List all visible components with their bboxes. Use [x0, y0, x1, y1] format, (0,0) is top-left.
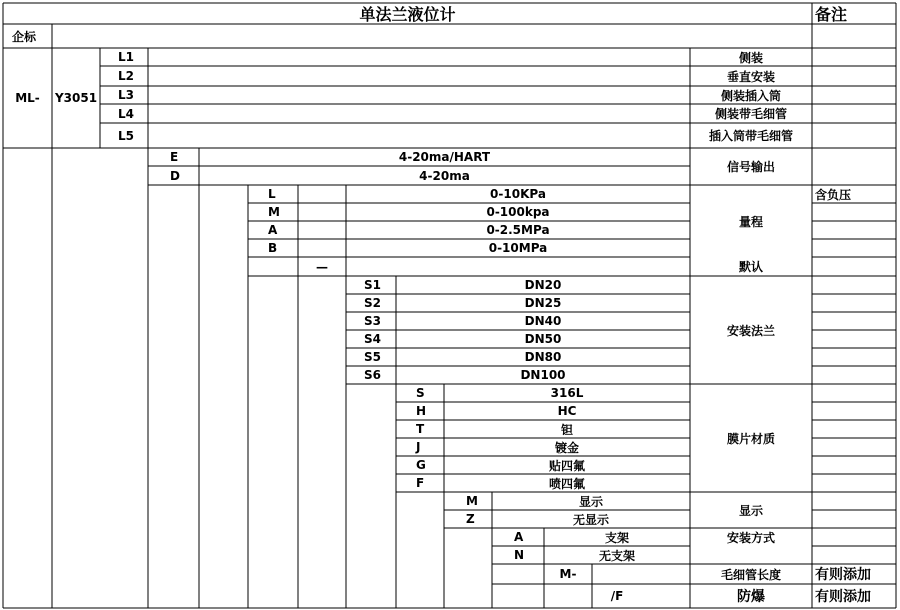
type-desc: 插入筒带毛细管: [708, 129, 793, 143]
explosion-remark: 有则添加: [815, 589, 871, 605]
range-desc: 0-2.5MPa: [486, 223, 550, 237]
range-code: A: [268, 223, 278, 237]
brand-label: 企标: [12, 29, 37, 44]
type-desc: 侧装带毛细管: [714, 107, 787, 121]
mount-category: 安装方式: [726, 530, 775, 545]
type-desc: 垂直安装: [726, 69, 775, 84]
display-desc: 显示: [578, 494, 603, 509]
flange-category: 安装法兰: [726, 323, 775, 338]
model-base: Y3051: [54, 91, 98, 105]
output-desc: 4-20ma/HART: [398, 150, 491, 164]
range-desc: 0-100kpa: [486, 205, 550, 219]
display-code: M: [466, 494, 478, 508]
capillary-code: M-: [559, 567, 577, 581]
range-code: M: [268, 205, 280, 219]
display-category: 显示: [738, 503, 763, 518]
diaphragm-code: F: [416, 476, 425, 490]
output-desc: 4-20ma: [419, 168, 470, 183]
flange-desc: DN25: [524, 296, 562, 310]
diaphragm-desc: 镀金: [554, 440, 579, 455]
explosion-category: 防爆: [737, 589, 765, 605]
mount-code: A: [514, 530, 524, 544]
range-remark: 含负压: [815, 187, 852, 202]
range-default-label: 默认: [738, 260, 763, 274]
flange-code: S4: [364, 332, 381, 346]
model-prefix: ML-: [15, 91, 40, 105]
diaphragm-desc: 喷四氟: [548, 476, 585, 491]
type-code: L4: [118, 106, 134, 121]
flange-desc: DN40: [524, 314, 562, 328]
flange-code: S6: [364, 368, 381, 382]
diaphragm-code: G: [416, 458, 426, 472]
flange-code: S5: [364, 350, 381, 364]
mount-desc: 无支架: [598, 548, 635, 563]
mount-desc: 支架: [604, 530, 629, 545]
diaphragm-code: J: [416, 440, 421, 454]
explosion-code: /F: [610, 589, 624, 603]
range-default-code: —: [316, 259, 328, 274]
range-code: B: [268, 241, 278, 255]
flange-code: S2: [364, 296, 381, 310]
mount-code: N: [514, 548, 525, 562]
range-desc: 0-10MPa: [488, 241, 548, 255]
range-desc: 0-10KPa: [490, 187, 546, 201]
diaphragm-desc: 贴四氟: [548, 458, 585, 473]
type-code: L5: [118, 128, 134, 143]
range-code: L: [268, 187, 276, 201]
type-code: L2: [118, 69, 134, 83]
range-category: 量程: [738, 214, 763, 229]
output-code: D: [170, 168, 180, 183]
diaphragm-desc: HC: [557, 404, 577, 418]
flange-desc: DN100: [520, 368, 566, 382]
diaphragm-code: H: [416, 404, 427, 418]
document-title: 单法兰液位计: [359, 5, 456, 24]
flange-desc: DN80: [524, 350, 562, 364]
output-category: 信号输出: [726, 160, 775, 174]
type-code: L3: [118, 88, 134, 102]
display-desc: 无显示: [572, 512, 609, 527]
diaphragm-desc: 钽: [560, 422, 573, 437]
remark-column-header: 备注: [815, 5, 848, 24]
display-code: Z: [466, 512, 475, 526]
diaphragm-code: S: [416, 386, 425, 400]
diaphragm-desc: 316L: [550, 386, 584, 400]
diaphragm-code: T: [416, 422, 425, 436]
diaphragm-category: 膜片材质: [726, 431, 775, 446]
output-code: E: [170, 150, 179, 164]
type-desc: 侧装: [738, 50, 763, 65]
type-code: L1: [118, 50, 134, 64]
capillary-category: 毛细管长度: [720, 567, 781, 582]
capillary-remark: 有则添加: [815, 567, 871, 583]
flange-desc: DN20: [524, 278, 562, 292]
flange-desc: DN50: [524, 332, 562, 346]
flange-code: S1: [364, 278, 381, 292]
type-desc: 侧装插入筒: [720, 88, 781, 103]
flange-code: S3: [364, 314, 381, 328]
